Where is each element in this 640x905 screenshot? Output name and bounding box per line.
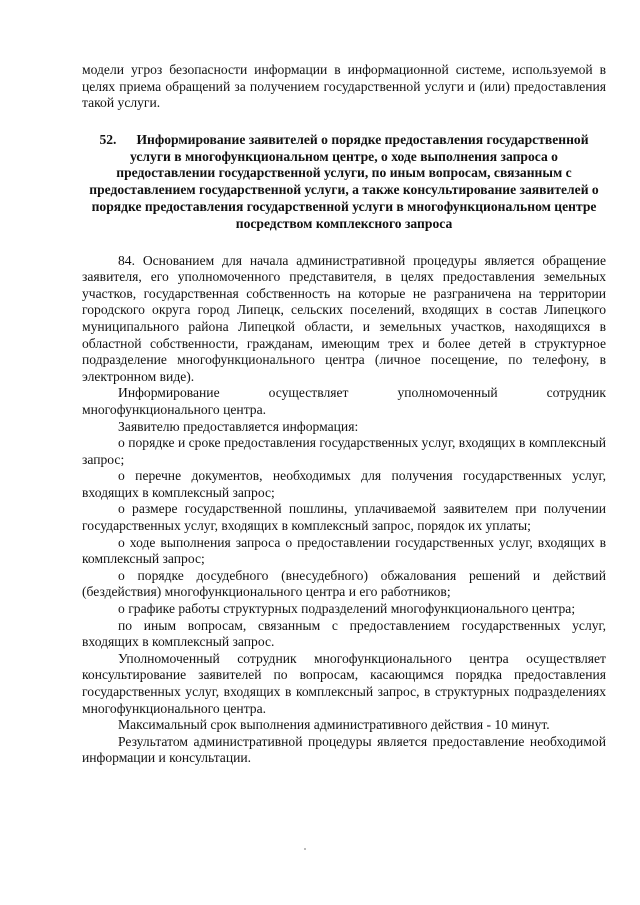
list-item-documents: о перечне документов, необходимых для получения государственных услуг, входящих в комплексный запрос; — [82, 468, 606, 500]
paragraph-info-provided: Заявителю предоставляется информация: — [118, 418, 359, 434]
list-item-progress: о ходе выполнения запроса о предоставлении государственных услуг, входящих в комплексный запрос; — [82, 534, 606, 567]
section-number: 52. — [99, 131, 117, 147]
list-item-other: по иным вопросам, связанным с предоставлением государственных услуг, входящих в комплексный запрос. — [82, 617, 606, 650]
paragraph-result: Результатом административной процедуры является предоставление необходимой информации и консультации. — [82, 733, 606, 766]
section-heading — [82, 132, 606, 233]
list-item-appeal: о порядке досудебного (внесудебного) обжалования решений и действий (бездействия) многофункционального центра и его работников; — [82, 567, 606, 600]
intro-paragraph: модели угроз безопасности информации в информационной системе, используемой в целях приема обращений за получением государственной услуги и (или) предоставления такой услуги. — [82, 62, 606, 111]
list-item-schedule: о графике работы структурных подразделений многофункционального центра; — [118, 601, 576, 617]
list-item-fee: о размере государственной пошлины, уплачиваемой заявителем при получении государственных услуг, входящих в комплексный запрос, порядок их уплаты; — [82, 501, 606, 534]
paragraph-consulting: Уполномоченный сотрудник многофункционального центра осуществляет консультирование заявителей по вопросам, касающимся порядка предоставления государственных услуг, входящих в комплексный запрос, в структурных подразделениях многофункционального центра. — [82, 650, 606, 716]
paragraph-informing: Информирование осуществляет уполномоченный сотрудник многофункционального центра. — [82, 385, 606, 417]
document-page — [82, 62, 606, 767]
paragraph-84: 84. Основанием для начала административной процедуры является обращение заявителя, его уполномоченного представителя, в целях предоставления земельных участков, государственная собственность на которые не разграничена на территории городского округа город Липецк, сельских поселений, входящих в состав Липецкого муниципального района Липецкой области, и земельных участков, находящихся в областной собственности, гражданам, имеющим трех и более детей в структурное подразделение многофункционального центра (личное посещение, по телефону, в электронном виде). — [82, 252, 606, 384]
paragraph-max-time: Максимальный срок выполнения административного действия - 10 минут. — [118, 717, 550, 733]
list-item-order-terms: о порядке и сроке предоставления государственных услуг, входящих в комплексный запрос; — [82, 435, 606, 467]
scan-speck — [304, 848, 306, 850]
section-title: Информирование заявителей о порядке предоставления государственной услуги в многофункциональном центре, о ходе выполнения запроса о предоставлении государственной услуги, по иным вопросам, связанным с предоставлением государственной услуги, а также консультирование заявителей о порядке предоставления государственной услуги в многофункциональном центре посредством комплексного запроса — [89, 131, 599, 231]
